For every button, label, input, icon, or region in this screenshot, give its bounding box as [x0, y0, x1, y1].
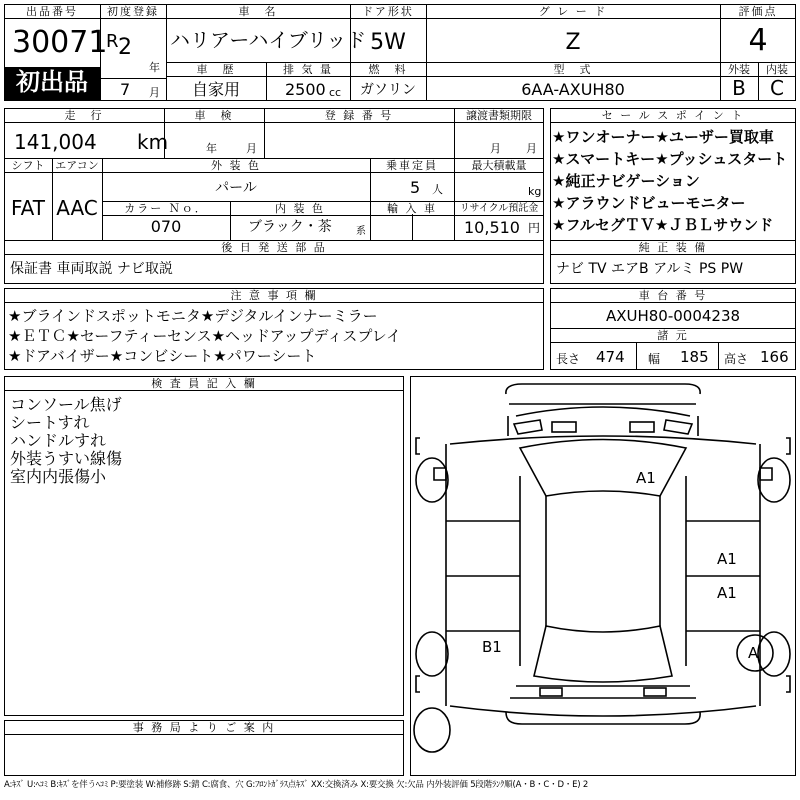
damage-mark: A	[748, 644, 759, 662]
inspection-label: 車 検	[164, 109, 264, 123]
inspector-note: 外装うすい線傷	[10, 449, 123, 468]
fuel-label: 燃 料	[350, 63, 426, 77]
max-load-unit: kg	[528, 185, 542, 198]
history: 自家用	[191, 80, 240, 99]
model-code: 6AA-AXUH80	[521, 80, 625, 99]
width-label: 幅	[648, 352, 661, 366]
transfer-month-unit: 月	[490, 142, 501, 155]
caution-line: ★ブラインドスポットモニタ★デジタルインナーミラー	[8, 307, 378, 325]
interior-score: C	[770, 76, 784, 100]
length-label: 長さ	[556, 352, 581, 366]
capacity-label: 乗車定員	[370, 159, 454, 173]
lot-number-label: 出品番号	[4, 5, 100, 19]
score: 4	[748, 23, 768, 58]
damage-mark: B1	[482, 638, 502, 656]
reg-year-unit: 年	[149, 61, 160, 74]
door-type: 5W	[370, 30, 406, 55]
legend-footer: A:ｷｽﾞ U:ﾍｺﾐ B:ｷｽﾞを伴うﾍｺﾐ P:要塗装 W:補修跡 S:錆 C:腐食、穴 G:ﾌﾛﾝﾄｶﾞﾗｽ点ｷｽﾞ XX:交換済み X:要交換 欠:欠品 内外装評価 5段階ﾗﾝｸ順(A・B・C・D・E) 2	[4, 780, 589, 790]
mileage-label: 走 行	[4, 109, 164, 123]
caution-label: 注 意 事 項 欄	[4, 289, 544, 303]
mileage: 141,004	[14, 130, 97, 154]
grade-label: グ レ ー ド	[426, 5, 720, 19]
shift-label: シフト	[4, 159, 52, 173]
caution-line: ★ＥＴＣ★セーフティーセンス★ヘッドアップディスプレイ	[8, 327, 401, 345]
exterior-color: パール	[215, 180, 257, 196]
length: 474	[596, 348, 625, 366]
lot-number: 30071	[12, 25, 108, 60]
displacement: 2500	[285, 80, 326, 99]
caution-line: ★ドアバイザー★コンビシート★パワーシート	[8, 347, 317, 365]
sales-point: ★スマートキー★プッシュスタート	[552, 150, 788, 168]
reg-month-unit: 月	[149, 86, 160, 99]
inspector-note: 室内内張傷小	[10, 467, 107, 486]
exterior-score: B	[732, 76, 746, 100]
reg-month: 7	[120, 80, 131, 99]
ac-label: エアコン	[52, 159, 102, 173]
exterior-score-label: 外装	[720, 63, 758, 77]
interior-color: ブラック・茶	[248, 219, 332, 235]
sales-point: ★ワンオーナー★ユーザー買取車	[552, 128, 774, 146]
inspection-year-unit: 年	[206, 142, 217, 155]
import-car-label: 輸 入 車	[370, 202, 454, 216]
later-parts: 保証書 車両取説 ナビ取説	[10, 261, 173, 277]
specs-label: 諸 元	[550, 329, 796, 343]
first-listing-text: 初出品	[16, 68, 88, 96]
sales-point: ★フルセグＴＶ★ＪＢＬサウンド	[552, 216, 774, 234]
transfer-day-unit: 月	[526, 142, 537, 155]
interior-color-unit: 系	[356, 226, 366, 237]
displacement-label: 排 気 量	[266, 63, 350, 77]
damage-mark: A1	[717, 584, 737, 602]
shift: FAT	[10, 196, 45, 220]
model-label: 型 式	[426, 63, 720, 77]
transfer-deadline-label: 譲渡書類期限	[454, 109, 544, 123]
sales-points-label: セ ー ル ス ポ イ ン ト	[550, 109, 796, 123]
grade: Z	[565, 30, 581, 55]
car-name: ハリアーハイブリッド	[170, 28, 367, 52]
mileage-unit: km	[137, 130, 169, 154]
interior-score-label: 内装	[758, 63, 796, 77]
registration-number-label: 登 録 番 号	[264, 109, 454, 123]
first-registration-label: 初度登録	[100, 5, 166, 19]
color-number-label: カラー Ｎｏ．	[102, 202, 230, 216]
sales-point: ★純正ナビゲーション	[552, 172, 700, 190]
height: 166	[760, 348, 789, 366]
recycle-deposit-unit: 円	[528, 221, 541, 235]
history-label: 車 歴	[166, 63, 266, 77]
inspector-notes-label: 検 査 員 記 入 欄	[4, 377, 404, 391]
damage-mark: A1	[717, 550, 737, 568]
interior-color-label: 内 装 色	[230, 202, 370, 216]
width: 185	[680, 348, 709, 366]
score-label: 評価点	[720, 5, 796, 19]
displacement-unit: cc	[329, 86, 342, 99]
recycle-deposit-label: リサイクル預託金	[454, 202, 544, 216]
damage-mark: A1	[636, 469, 656, 487]
exterior-color-label: 外 装 色	[102, 159, 370, 173]
inspector-note: シートすれ	[10, 413, 90, 432]
inspector-note: ハンドルすれ	[10, 431, 107, 450]
height-label: 高さ	[724, 352, 749, 366]
chassis-number: AXUH80-0004238	[605, 307, 741, 325]
capacity: 5	[410, 178, 421, 197]
chassis-number-label: 車 台 番 号	[550, 289, 796, 303]
fuel: ガソリン	[360, 82, 416, 98]
office-notice-label: 事 務 局 よ り ご 案 内	[4, 721, 404, 735]
color-number: 070	[150, 217, 182, 236]
equipment-label: 純 正 装 備	[550, 241, 796, 255]
recycle-deposit: 10,510	[464, 218, 520, 237]
inspector-note: コンソール焦げ	[10, 395, 122, 414]
reg-era: R	[106, 31, 119, 52]
inspection-month-unit: 月	[246, 142, 257, 155]
ac: AAC	[56, 196, 98, 220]
door-label: ドア形状	[350, 5, 426, 19]
later-parts-label: 後 日 発 送 部 品	[4, 241, 544, 255]
sales-point: ★アラウンドビューモニター	[552, 194, 746, 212]
reg-year: 2	[118, 35, 132, 60]
car-name-label: 車 名	[166, 5, 350, 19]
max-load-label: 最大積載量	[454, 159, 544, 173]
capacity-unit: 人	[432, 183, 443, 196]
equipment-items: ナビ TV エアB アルミ PS PW	[556, 261, 744, 277]
car-diagram	[410, 376, 796, 776]
